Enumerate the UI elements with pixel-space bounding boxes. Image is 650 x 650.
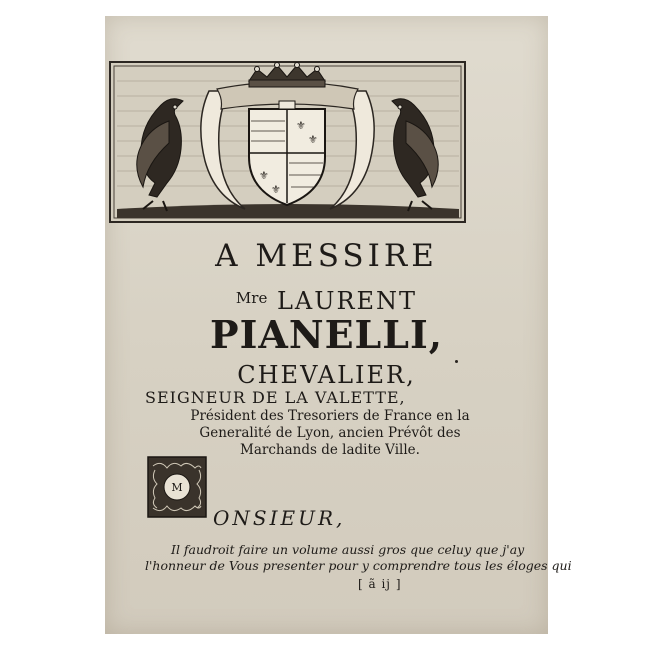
ornamental-initial-frame <box>147 456 207 518</box>
dedication-title: CHEVALIER, <box>237 361 416 389</box>
svg-text:⚜: ⚜ <box>259 169 269 182</box>
initial-letter: M <box>171 481 183 494</box>
svg-text:⚜: ⚜ <box>308 133 318 146</box>
dedication-description <box>165 408 495 459</box>
ink-speck <box>455 360 458 363</box>
signature-mark: [ ã ij ] <box>358 577 402 591</box>
body-text <box>145 542 572 574</box>
body-line: Il faudroit faire un volume aussi gros que celuy que j'ay <box>171 542 525 557</box>
dedication-line-1: A MESSIRE <box>215 238 438 274</box>
description-line: Generalité de Lyon, ancien Prévôt des <box>199 425 461 441</box>
dedication-name: LAURENT <box>276 287 418 315</box>
salutation: ONSIEUR, <box>213 506 346 530</box>
coat-of-arms-engraving <box>109 61 466 223</box>
svg-text:⚜: ⚜ <box>271 183 281 196</box>
description-line: Marchands de ladite Ville. <box>240 442 420 458</box>
dedication-surname: PIANELLI, <box>210 312 443 357</box>
description-line: Président des Tresoriers de France en la <box>190 408 470 424</box>
body-line: l'honneur de Vous presenter pour y comprendre tous les éloges qui <box>145 558 572 573</box>
book-page <box>105 16 572 634</box>
svg-text:⚜: ⚜ <box>296 119 306 132</box>
honorific: Mre <box>235 289 268 307</box>
dedication-seigneurie: SEIGNEUR DE LA VALETTE, <box>145 388 406 407</box>
dedication-line-2 <box>105 287 548 315</box>
